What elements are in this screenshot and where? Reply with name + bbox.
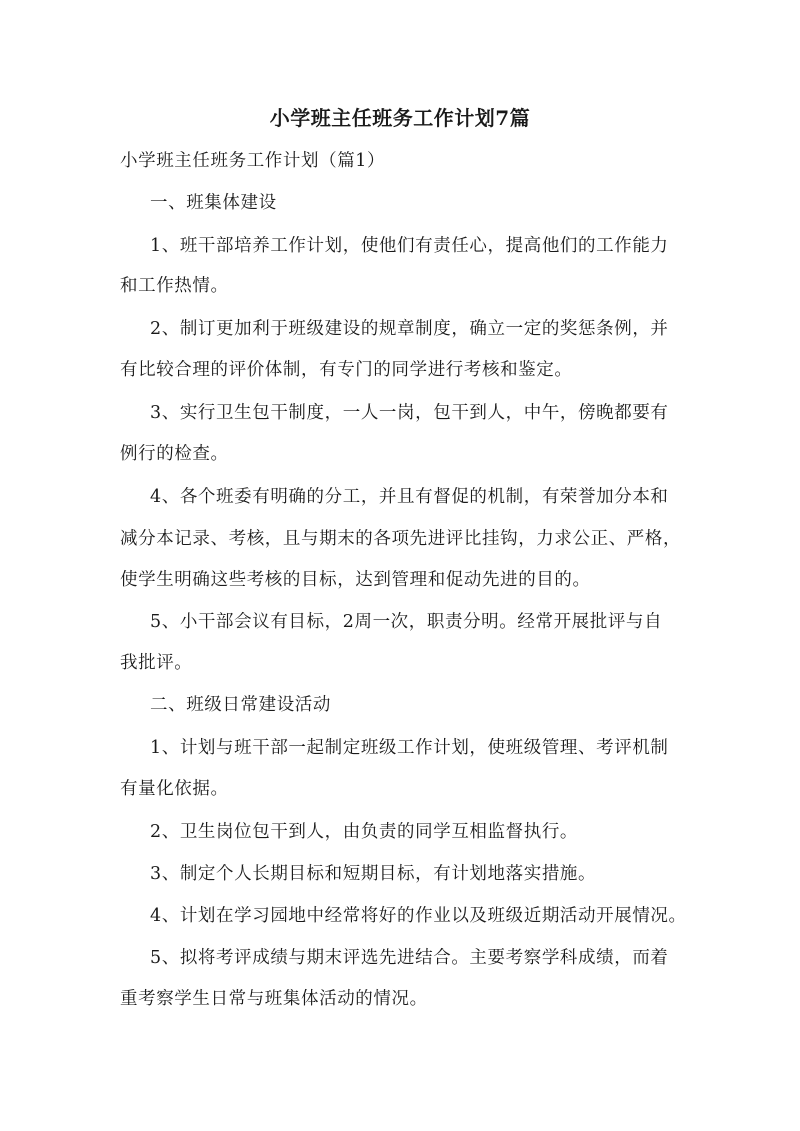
paragraph-line: 有量化依据。 [120,779,229,799]
paragraph-line: 减分本记录、考核，且与期末的各项先进评比挂钩，力求公正、严格， [120,529,682,549]
paragraph-line: 和工作热情。 [120,276,229,296]
paragraph-line: 5、小干部会议有目标，2周一次，职责分明。经常开展批评与自 [150,612,663,632]
subsection-heading: 二、班级日常建设活动 [150,695,331,715]
paragraph-line: 1、班干部培养工作计划，使他们有责任心，提高他们的工作能力 [150,236,669,256]
paragraph-line: 5、拟将考评成绩与期末评选先进结合。主要考察学科成绩，而着 [150,948,669,968]
section-heading: 小学班主任班务工作计划（篇1） [120,151,386,171]
paragraph-line: 2、制订更加利于班级建设的规章制度，确立一定的奖惩条例，并 [150,319,669,339]
paragraph-line: 3、制定个人长期目标和短期目标，有计划地落实措施。 [150,864,597,884]
paragraph-line: 4、计划在学习园地中经常将好的作业以及班级近期活动开展情况。 [150,906,687,926]
paragraph-line: 有比较合理的评价体制，有专门的同学进行考核和鉴定。 [120,360,573,380]
paragraph-line: 3、实行卫生包干制度，一人一岗，包干到人，中午，傍晚都要有 [150,403,669,423]
paragraph-line: 1、计划与班干部一起制定班级工作计划，使班级管理、考评机制 [150,738,669,758]
document-title: 小学班主任班务工作计划7篇 [269,106,531,130]
paragraph-line: 2、卫生岗位包干到人，由负责的同学互相监督执行。 [150,822,579,842]
subsection-heading: 一、班集体建设 [150,193,277,213]
paragraph-line: 例行的检查。 [120,444,229,464]
paragraph-line: 4、各个班委有明确的分工，并且有督促的机制，有荣誉加分本和 [150,487,669,507]
paragraph-line: 使学生明确这些考核的目标，达到管理和促动先进的目的。 [120,570,591,590]
paragraph-line: 我批评。 [120,653,193,673]
paragraph-line: 重考察学生日常与班集体活动的情况。 [120,989,428,1009]
